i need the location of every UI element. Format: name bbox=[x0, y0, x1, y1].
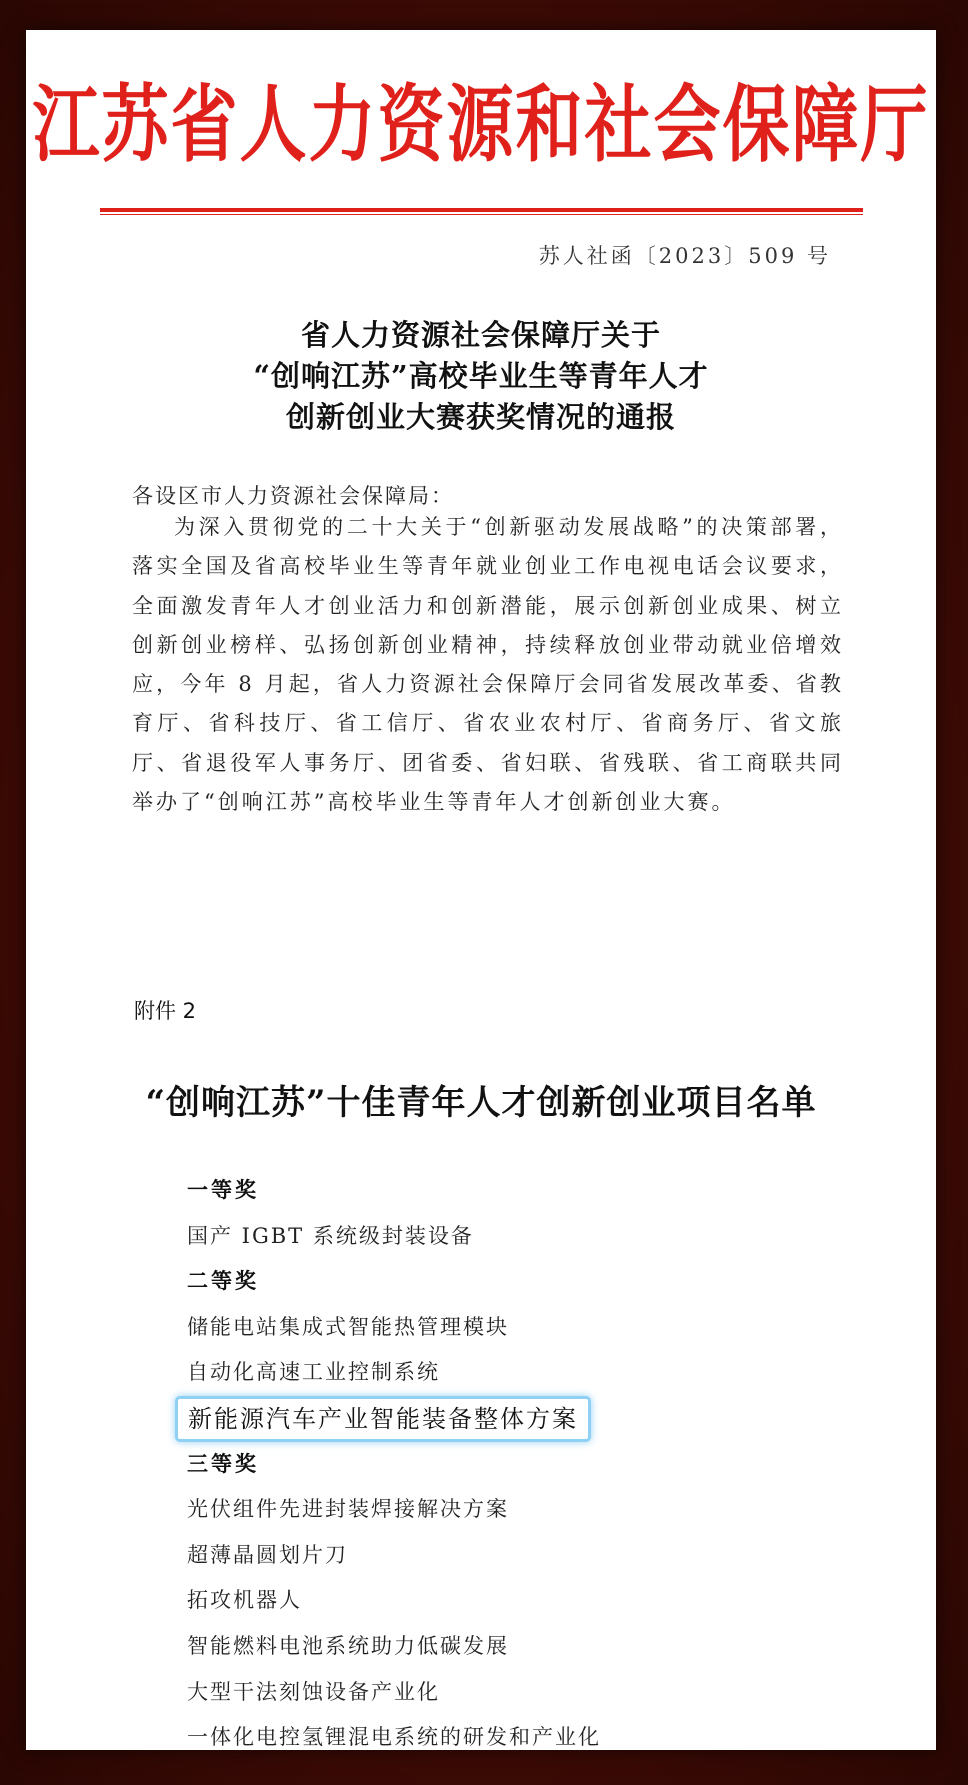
list-item: 光伏组件先进封装焊接解决方案 bbox=[187, 1497, 509, 1522]
department-header: 江苏省人力资源和社会保障厅 bbox=[32, 74, 930, 174]
list-item: 国产 IGBT 系统级封装设备 bbox=[187, 1223, 474, 1248]
list-item: 拓攻机器人 bbox=[187, 1588, 302, 1613]
list-item: 智能燃料电池系统助力低碳发展 bbox=[187, 1633, 509, 1658]
attachment-title: “创响江苏”十佳青年人才创新创业项目名单 bbox=[145, 1083, 817, 1123]
attachment-label: 附件 2 bbox=[134, 999, 197, 1023]
first-prize-heading: 一等奖 bbox=[187, 1178, 259, 1202]
salutation: 各设区市人力资源社会保障局： bbox=[132, 484, 454, 508]
list-item: 一体化电控氢锂混电系统的研发和产业化 bbox=[187, 1725, 601, 1750]
notice-title-line-1: 省人力资源社会保障厅关于 bbox=[300, 318, 661, 352]
list-item: 自动化高速工业控制系统 bbox=[187, 1360, 440, 1385]
notice-title-line-3: 创新创业大赛获奖情况的通报 bbox=[285, 400, 676, 434]
second-prize-heading: 二等奖 bbox=[187, 1269, 259, 1294]
list-item: 大型干法刻蚀设备产业化 bbox=[187, 1679, 440, 1704]
award-list bbox=[187, 1168, 827, 1761]
list-item: 超薄晶圆划片刀 bbox=[187, 1542, 348, 1567]
third-prize-heading: 三等奖 bbox=[187, 1451, 259, 1476]
header-red-rule bbox=[100, 208, 863, 212]
notice-body: 为深入贯彻党的二十大关于“创新驱动发展战略”的决策部署，落实全国及省高校毕业生等青年就业创业工作电视电话会议要求，全面激发青年人才创业活力和创新潜能，展示创新创业成果、树立创新创业榜样、弘扬创新创业精神，持续释放创业带动就业倍增效应，今年 8 月起，省人力资源社会保障厅会同省发展改革委、省教育厅、省科技厅、省工信厅、省农业农村厅、省商务厅、省文旅厅、省退役军人事务厅、团省委、省妇联、省残联、省工商联共同举办了“创响江苏”高校毕业生等青年人才创新创业大赛。 bbox=[132, 515, 844, 815]
list-item: 储能电站集成式智能热管理模块 bbox=[187, 1314, 509, 1339]
document-page bbox=[26, 30, 936, 1750]
notice-title bbox=[26, 315, 936, 438]
document-number: 苏人社函〔2023〕509 号 bbox=[538, 244, 831, 268]
header-red-rule-thin bbox=[100, 214, 863, 215]
highlighted-list-item-row bbox=[187, 1396, 827, 1442]
notice-title-line-2: “创响江苏”高校毕业生等青年人才 bbox=[253, 359, 709, 393]
highlighted-list-item: 新能源汽车产业智能装备整体方案 bbox=[175, 1396, 591, 1442]
